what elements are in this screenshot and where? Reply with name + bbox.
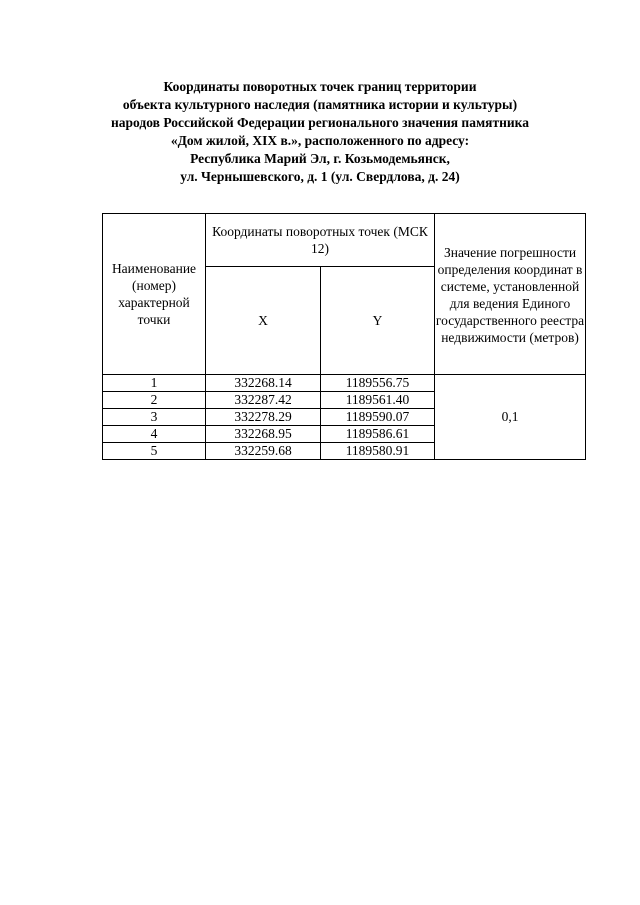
table-header-row-1	[103, 214, 586, 267]
point-number: 3	[103, 409, 206, 426]
title-line-1: Координаты поворотных точек границ территории	[163, 79, 477, 94]
title-line-5: Республика Марий Эл, г. Козьмодемьянск,	[190, 151, 450, 166]
table-row	[103, 375, 586, 392]
x-value: 332259.68	[206, 443, 321, 460]
accuracy-value: 0,1	[435, 375, 586, 460]
coordinates-table	[102, 213, 586, 460]
header-point-name: Наименование (номер) характерной точки	[103, 214, 206, 375]
header-accuracy: Значение погрешности определения координат в системе, установленной для ведения Единого государственного реестра недвижимости (метров)	[435, 214, 586, 375]
y-value: 1189556.75	[321, 375, 435, 392]
title-line-2: объекта культурного наследия (памятника истории и культуры)	[122, 97, 518, 112]
x-value: 332268.95	[206, 426, 321, 443]
point-number: 5	[103, 443, 206, 460]
title-line-4: «Дом жилой, XIX в.», расположенного по адресу:	[170, 133, 470, 148]
title-line-6: ул. Чернышевского, д. 1 (ул. Свердлова, д. 24)	[180, 169, 460, 184]
point-number: 2	[103, 392, 206, 409]
x-value: 332287.42	[206, 392, 321, 409]
point-number: 1	[103, 375, 206, 392]
header-x: X	[206, 267, 321, 375]
header-coordinates: Координаты поворотных точек (МСК 12)	[206, 214, 435, 267]
document-title	[60, 78, 580, 186]
y-value: 1189561.40	[321, 392, 435, 409]
point-number: 4	[103, 426, 206, 443]
x-value: 332278.29	[206, 409, 321, 426]
header-y: Y	[321, 267, 435, 375]
y-value: 1189580.91	[321, 443, 435, 460]
y-value: 1189590.07	[321, 409, 435, 426]
x-value: 332268.14	[206, 375, 321, 392]
title-line-3: народов Российской Федерации регионального значения памятника	[111, 115, 529, 130]
y-value: 1189586.61	[321, 426, 435, 443]
